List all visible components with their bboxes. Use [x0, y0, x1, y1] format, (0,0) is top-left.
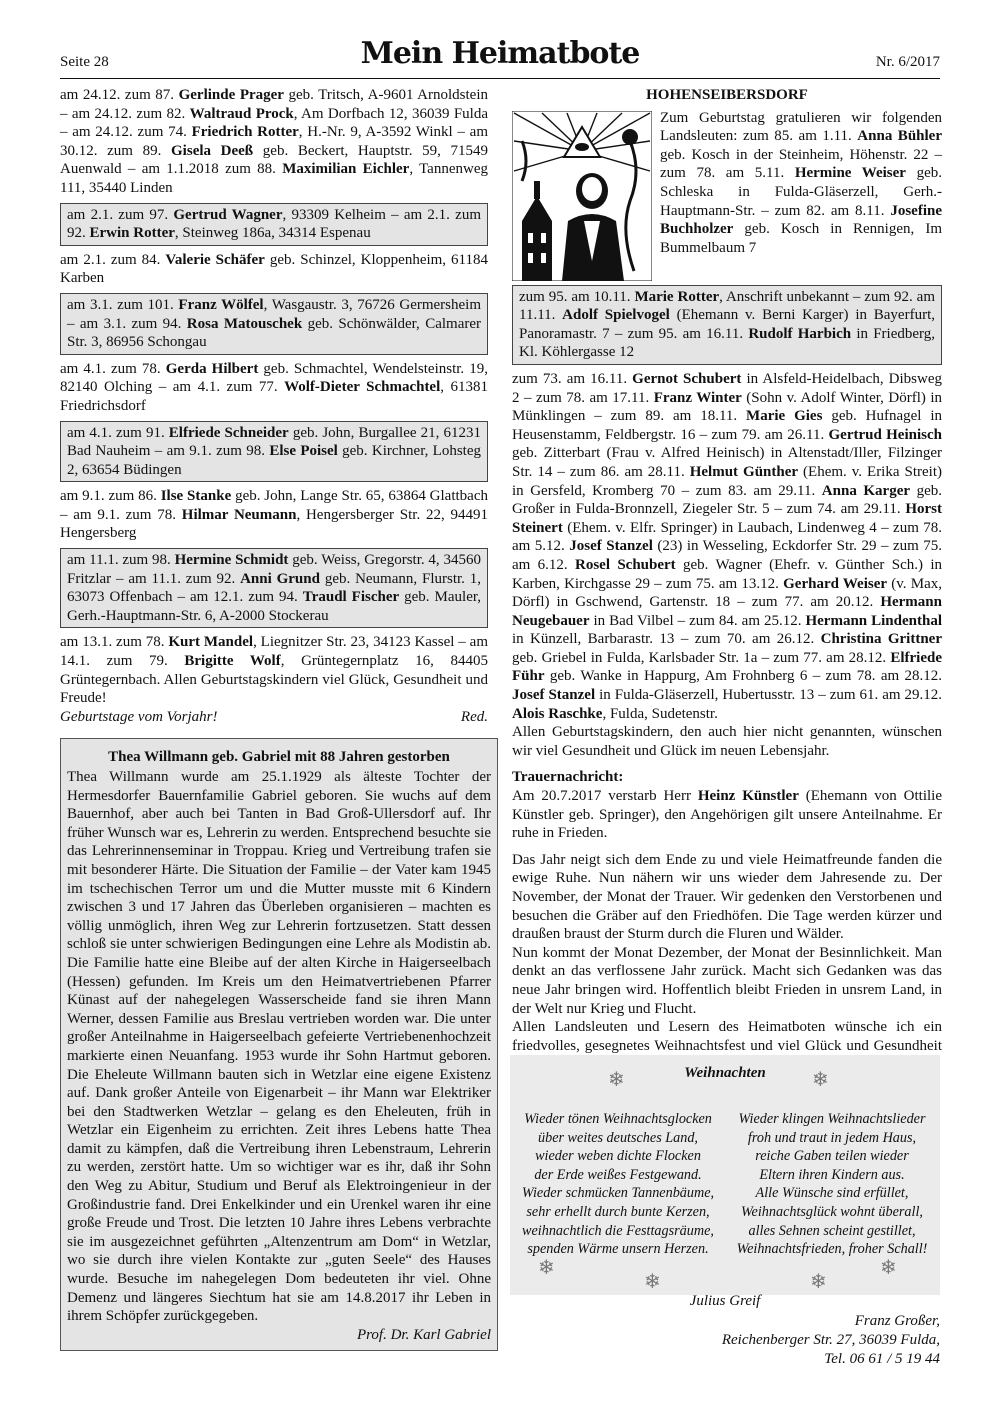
article-body: Thea Willmann wurde am 25.1.1929 als älteste Tochter der Hermesdorfer Bauernfamilie Gabriel geboren. Sie wuchs auf dem Bauernhof, aber auch bei Tanten in Bad Groß-Ullersdorf auf. Ihr früher Wunsch war es, Lehrerin zu werden. Entsprechend besuchte sie das Lehrerinnenseminar in Troppau. Krieg und Vertreibung trafen sie mit besonderer Härte. Die Situation der Familie – der Vater kam 1945 im tschechischen Terror um und die Mutter musste mit 6 Kindern zwischen 3 und 17 Jahren das Überleben organisieren – machten es völlig unmöglich, ihren Weg zur Lehrerin fortzusetzen. Statt dessen schloß sie unter schwierigen Bedingungen eine Lehre als Modistin ab. Die Familie hatte eine Bleibe auf der alten Kirche in Haigerseelbach (Hessen) gefunden. Im Kreis um den Heimatvertriebenen Pfarrer Künast auf der nahegelegen Wasserscheide fand sie ihren Mann Werner, dessen Familie aus Breslau vertrieben worden war. Die unter großer Anteilnahme in Haigerseelbach gefeierte Vertriebenenhochzeit markierte einen Neuanfang. 1953 wurde ihr Sohn Hartmut geboren. Die Eheleute Willmann bauten sich in Wetzlar eine eigene Existenz auf. Dank großer Anteile von Eigenarbeit – ihr Mann war Elektriker bei den Stadtwerken Wetzlar – gelang es den Eheleuten, früh in Wetzlar ein Eigenheim zu errichten. Zeit ihres Lebens hatte Thea damit zu kämpfen, daß die Vertreibung ihren Lebenstraum, Lehrerin zu werden, zerstört hatte. Um so wichtiger war es ihr, daß ihr Sohn den Weg zu Abitur, Studium und Beruf als Elektroingenieur in der Großindustrie fand. Drei Enkelkinder und ein Urenkel waren ihr eine große Freude und Trost. Die letzten 10 Jahre ihres Lebens verbrachte sie im ausgezeichnet geführten „Altenzentrum am Dom“ in Wetzlar, wo sie durch ihre vielen Kontakte zur „guten Seele“ des Hauses wurde. Besuche im nahegelegen Dom bedeuteten ihr viel. Ohne Demenz und längeres Siechtum hat sie am 14.8.2017 ihr Leben in ihrem Schöpfer zurückgegeben.: [67, 769, 491, 1325]
right-column: [512, 86, 942, 1074]
text-segment: geb. Schmachtel, Wendelsteinstr. 19, 82140 Olching – am 4.1. zum 77.: [60, 360, 489, 396]
text-segment: geb. Griebel in Fulda, Karlsbader Str. 1a – zum 77. am 28.12.: [512, 649, 891, 666]
text-segment: geb. Beckert, Hauptstr. 59, 71549 Auenwald – am 1.1.2018 zum 88.: [60, 142, 488, 178]
text-segment: , Anschrift unbekannt – zum 92. am 11.11.: [519, 288, 936, 324]
issue-number: Nr. 6/2017: [875, 54, 940, 70]
person-name: Ilse Stanke: [160, 488, 232, 505]
closing-paragraph: Allen Landsleuten und Lesern des Heimatboten wünsche ich ein friedvolles, gesegnetes Weihnachtsfest und viel Glück und Gesundheit: [512, 1019, 942, 1054]
person-name: Erwin Rotter: [89, 225, 175, 242]
text-segment: (23) in Wesseling, Eckdorfer Str. 29 – zum 75. am 6.12.: [512, 538, 942, 573]
text-segment: , H.-Nr. 9, A-3592 Winkl – am 30.12. zum 89.: [60, 124, 489, 159]
poem-line: Alle Wünsche sind erfüllet,: [755, 1185, 909, 1202]
text-segment: (Ehem. v. Elfr. Springer) in Laubach, Lindenweg 4 – zum 78. am 5.12.: [512, 519, 942, 555]
person-name: Heinz Künstler: [697, 788, 799, 805]
person-name: Rosa Matouschek: [186, 315, 303, 332]
article-title: Thea Willmann geb. Gabriel mit 88 Jahren gestorben: [108, 749, 450, 765]
text-segment: geb. John, Lange Str. 65, 63864 Glattbach – am 9.1. zum 78.: [60, 488, 488, 523]
text-segment: am 3.1. zum 101.: [67, 296, 179, 313]
text-segment: , Hengersberger Str. 22, 94491 Hengersberg: [60, 506, 488, 542]
text-segment: (Sohn v. Adolf Winter, Dörfl) in Münklingen – zum 89. am 18.11.: [512, 389, 942, 425]
text-segment: geb. Schleska in Fulda-Gläserzell, Gerh.-Hauptmann-Str. – zum 82. am 8.11.: [660, 165, 942, 219]
text-segment: geb. Neumann, Flurstr. 1, 63073 Offenbach – am 12.1. zum 94.: [67, 570, 481, 606]
person-name: Helmut Günther: [689, 463, 799, 480]
poem-line: Weihnachtsglück wohnt überall,: [741, 1203, 923, 1220]
closing-paragraph: Das Jahr neigt sich dem Ende zu und viele Heimatfreunde fanden die ewige Ruhe. Nun nähern wir uns wieder dem Jahresende zu. Der November, der Monat der Trauer. Wir gedenken den Verstorbenen und besuchen die Gräber auf den Friedhöfen. Die Tage werden kürzer und draußen braust der Sturm durch die Fluren und Wälder.: [512, 851, 942, 943]
person-name: Gerda Hilbert: [165, 360, 259, 377]
text-segment: , 61381 Friedrichsdorf: [60, 379, 488, 414]
person-name: Anna Bühler: [857, 128, 942, 145]
person-name: Hilmar Neumann: [181, 506, 297, 523]
text-segment: in Friedberg, Kl. Köhlergasse 12: [519, 325, 936, 361]
poem-line: Wieder klingen Weihnachtslieder: [738, 1111, 926, 1127]
text-segment: (Ehemann von Ottilie Künstler geb. Springer), den Angehörigen gilt unsere Anteilnahme. Er ruhe in Frieden.: [512, 788, 942, 842]
text-segment: zum 73. am 16.11.: [512, 370, 633, 387]
snowflake-icon: ❄: [810, 1271, 827, 1293]
birthday-box-text: [67, 551, 481, 625]
text-segment: (Ehemann v. Berni Karger) in Bayerfurt, Panoramastr. 7 – zum 95. am 16.11.: [519, 307, 935, 342]
text-segment: am 13.1. zum 78.: [60, 634, 169, 651]
poem-line: Wieder tönen Weihnachtsglocken: [524, 1111, 712, 1127]
masthead-title: Mein Heimatbote: [360, 36, 640, 71]
contact-block: [722, 1312, 940, 1369]
text-segment: Zum Geburtstag gratulieren wir folgenden Landsleuten: zum 85. am 1.11.: [660, 109, 942, 145]
text-segment: am 24.12. zum 87.: [60, 87, 179, 103]
poem-stanza-right: [726, 1110, 938, 1259]
mourning-title: Trauernachricht:: [512, 769, 624, 786]
person-name: Gerhard Weiser: [783, 575, 888, 592]
person-name: Elfriede Schneider: [168, 424, 289, 441]
text-segment: am 11.1. zum 98.: [67, 552, 175, 569]
person-name: Brigitte Wolf: [184, 653, 281, 670]
poem-author: Julius Greif: [689, 1292, 761, 1309]
snowflake-icon: ❄: [608, 1069, 625, 1091]
birthday-box-text: [67, 296, 481, 352]
birthday-box: [60, 293, 488, 355]
poem-line: wieder weben dichte Flocken: [535, 1148, 701, 1165]
text-segment: am 4.1. zum 91.: [67, 424, 169, 441]
obituary-article: [60, 738, 498, 1351]
editor-signature: Red.: [460, 708, 488, 725]
person-name: Else Poisel: [269, 443, 338, 460]
contact-name: Franz Großer,: [854, 1313, 940, 1329]
person-name: Gertrud Heinisch: [828, 426, 942, 443]
poem-line: über weites deutsches Land,: [538, 1129, 698, 1146]
text-segment: am 4.1. zum 78.: [60, 360, 166, 377]
birthday-box: [60, 548, 488, 628]
text-segment: geb. Hufnagel in Heusenstamm, Feldbergstr. 16 – zum 79. am 26.11.: [512, 408, 942, 443]
text-segment: , 93309 Kelheim – am 2.1. zum 92.: [67, 206, 481, 242]
text-segment: geb. Schönwälder, Calmarer Str. 3, 86956 Schongau: [67, 315, 481, 351]
person-name: Elfriede Führ: [512, 649, 942, 685]
text-segment: , Steinweg 186a, 34314 Espenau: [174, 225, 371, 242]
text-segment: , Tannenweg 111, 35440 Linden: [60, 161, 488, 196]
article-author: Prof. Dr. Karl Gabriel: [356, 1326, 491, 1343]
poem-stanza-left: [512, 1110, 724, 1259]
left-column: [60, 86, 488, 726]
text-segment: , Grüntegernplatz 16, 84405 Grüntegernbach. Allen Geburtstagskindern viel Glück, Gesundheit und Freude!: [60, 653, 488, 707]
poem-line: Weihnachtsfrieden, froher Schall!: [736, 1241, 928, 1258]
poem-line: reiche Gaben teilen wieder: [755, 1148, 909, 1165]
text-segment: geb. Wagner (Ehefr. v. Günther Sch.) in Karben, Kirchgasse 29 – zum 75. am 13.12.: [512, 556, 942, 592]
birthday-box: [512, 285, 942, 365]
text-segment: geb. Kirchner, Lohsteg 2, 63654 Büdingen: [67, 443, 481, 478]
text-segment: , Am Dorfbach 12, 36039 Fulda – am 24.12. zum 74.: [60, 105, 489, 141]
snowflake-icon: ❄: [812, 1069, 829, 1091]
text-segment: geb. Schinzel, Kloppenheim, 61184 Karben: [60, 251, 489, 287]
person-name: Valerie Schäfer: [165, 251, 265, 268]
birthday-box-text: [519, 288, 935, 362]
poem-line: Wieder schmücken Tannenbäume,: [521, 1185, 715, 1202]
birthday-paragraph: [512, 370, 942, 723]
poem-line: weihnachtlich die Festtagsräume,: [522, 1222, 714, 1239]
text-segment: geb. Kosch in Rennigen, Im Bummelbaum 7: [660, 221, 942, 256]
closing-paragraph: Nun kommt der Monat Dezember, der Monat der Besinnlichkeit. Man denkt an das verflossene Jahr zurück. Macht sich Gedanken was das neue Jahr bringen wird. Hoffentlich bleibt Frieden in unsrem Land, in der Welt nur Krieg und Flucht.: [512, 944, 942, 1017]
poem-title: Weihnachten: [684, 1065, 766, 1081]
header-divider: [60, 78, 940, 79]
birthday-paragraph: [60, 360, 488, 416]
person-name: Waltraud Prock: [189, 105, 294, 122]
text-segment: geb. Großer in Fulda-Bronnzell, Ziegeler Str. 5 – zum 74. am 29.11.: [512, 482, 942, 518]
prev-year-note: Geburtstage vom Vorjahr!: [60, 708, 218, 725]
page-number: Seite 28: [60, 54, 109, 70]
prev-year-line: [60, 708, 488, 727]
person-name: Christina Grittner: [820, 631, 942, 648]
contact-address: Reichenberger Str. 27, 36039 Fulda,: [721, 1332, 940, 1348]
text-segment: in Bad Vilbel – zum 84. am 25.12.: [589, 612, 806, 629]
person-name: Anna Karger: [821, 482, 911, 499]
text-segment: geb. Tritsch, A-9601 Arnoldstein – am 24.12. zum 82.: [60, 87, 489, 122]
birthday-box: [60, 203, 488, 246]
person-name: Josef Stanzel: [512, 687, 596, 704]
birthday-paragraph: [60, 251, 488, 288]
person-name: Horst Steinert: [512, 501, 942, 536]
birthday-box-text: [67, 206, 481, 243]
snowflake-icon: ❄: [880, 1257, 897, 1279]
text-segment: geb. Mauler, Gerh.-Hauptmann-Str. 6, A-2000 Stockerau: [67, 589, 482, 624]
birthday-paragraph: [60, 633, 488, 707]
text-segment: , Liegnitzer Str. 23, 34123 Kassel – am 14.1. zum 79.: [60, 634, 488, 670]
poem-line: spenden Wärme unsern Herzen.: [527, 1241, 709, 1258]
person-name: Rosel Schubert: [575, 556, 676, 573]
person-name: Kurt Mandel: [168, 634, 254, 651]
person-name: Marie Gies: [746, 408, 823, 425]
text-segment: geb. Wanke in Happurg, Am Frohnberg 6 – zum 78. am 28.12.: [544, 668, 942, 685]
birthday-paragraph: [60, 86, 488, 198]
person-name: Franz Wölfel: [178, 296, 264, 313]
person-name: Anni Grund: [240, 570, 320, 587]
poem-line: Eltern ihren Kindern aus.: [759, 1166, 905, 1183]
person-name: Friedrich Rotter: [191, 124, 299, 141]
birthday-paragraph: [60, 487, 488, 543]
text-segment: in Fulda-Gläserzell, Hubertusstr. 13 – zum 61. am 29.12.: [595, 687, 942, 704]
text-segment: (Ehem. v. Erika Streit) in Gersfeld, Kromberg 70 – zum 83. am 29.11.: [512, 463, 942, 499]
text-segment: in Künzell, Barbarastr. 13 – zum 70. am 26.12.: [512, 631, 821, 648]
person-name: Marie Rotter: [634, 288, 720, 305]
contact-phone: Tel. 06 61 / 5 19 44: [824, 1351, 940, 1367]
person-name: Gertrud Wagner: [173, 206, 283, 223]
person-name: Wolf-Dieter Schmachtel: [284, 379, 441, 396]
person-name: Alois Raschke: [512, 705, 603, 722]
person-name: Hermine Weiser: [794, 165, 906, 182]
text-segment: am 9.1. zum 86.: [60, 488, 161, 505]
person-name: Hermann Neugebauer: [512, 594, 942, 629]
mourning-text: [512, 787, 942, 843]
person-name: Josef Stanzel: [569, 538, 653, 555]
poem-line: der Erde weißes Festgewand.: [534, 1166, 702, 1183]
person-name: Josefine Buchholzer: [660, 202, 942, 238]
person-name: Gerlinde Prager: [178, 87, 284, 103]
text-segment: geb. Kosch in der Steinheim, Höhenstr. 22 – zum 78. am 5.11.: [660, 146, 942, 182]
poem-line: sehr erhellt durch bunte Kerzen,: [526, 1203, 710, 1220]
person-name: Hermann Lindenthal: [805, 612, 942, 629]
text-segment: , Wasgaustr. 3, 76726 Germersheim – am 3.1. zum 94.: [67, 296, 481, 332]
text-segment: am 2.1. zum 97.: [67, 206, 174, 223]
text-segment: Am 20.7.2017 verstarb Herr: [512, 788, 698, 805]
poem-line: alles Sehnen scheint gestillet,: [748, 1222, 916, 1239]
person-name: Gisela Deeß: [171, 142, 254, 159]
text-segment: am 2.1. zum 84.: [60, 251, 166, 268]
birthday-box-text: [67, 424, 481, 480]
snowflake-icon: ❄: [644, 1271, 661, 1293]
text-segment: geb. Weiss, Gregorstr. 4, 34560 Fritzlar – am 11.1. zum 92.: [67, 552, 481, 587]
text-segment: geb. John, Burgallee 21, 61231 Bad Nauheim – am 9.1. zum 98.: [67, 424, 481, 460]
person-name: Traudl Fischer: [302, 589, 400, 606]
person-name: Adolf Spielvogel: [562, 307, 670, 324]
person-name: Franz Winter: [653, 389, 742, 406]
christmas-poem: [510, 1055, 940, 1309]
poem-columns: [510, 1110, 940, 1259]
birthday-wishes: Allen Geburtstagskindern, den auch hier nicht genannten, wünschen wir viel Gesundheit und Glück im neuen Lebensjahr.: [512, 724, 942, 759]
snowflake-icon: ❄: [538, 1257, 555, 1279]
text-segment: in Alsfeld-Heidelbach, Dibsweg 2 – zum 78. am 17.11.: [512, 370, 942, 406]
text-segment: zum 95. am 10.11.: [519, 288, 635, 305]
person-name: Maximilian Eichler: [282, 161, 410, 178]
text-segment: geb. Zitterbart (Frau v. Alfred Heinisch) in Altenstadt/Iller, Filzinger Str. 14 – zum 86. am 28.11.: [512, 445, 942, 480]
text-segment: (v. Max, Dörfl) in Gschwend, Gartenstr. 18 – zum 77. am 20.12.: [512, 575, 942, 611]
person-name: Rudolf Harbich: [748, 325, 852, 342]
section-title: HOHENSEIBERSDORF: [646, 87, 808, 103]
person-name: Hermine Schmidt: [174, 552, 289, 569]
woodcut-illustration-icon: [512, 111, 652, 281]
birthday-box: [60, 421, 488, 483]
poem-line: froh und traut in jedem Haus,: [747, 1129, 917, 1146]
person-name: Gernot Schubert: [632, 370, 742, 387]
text-segment: , Fulda, Sudetenstr.: [602, 705, 718, 722]
